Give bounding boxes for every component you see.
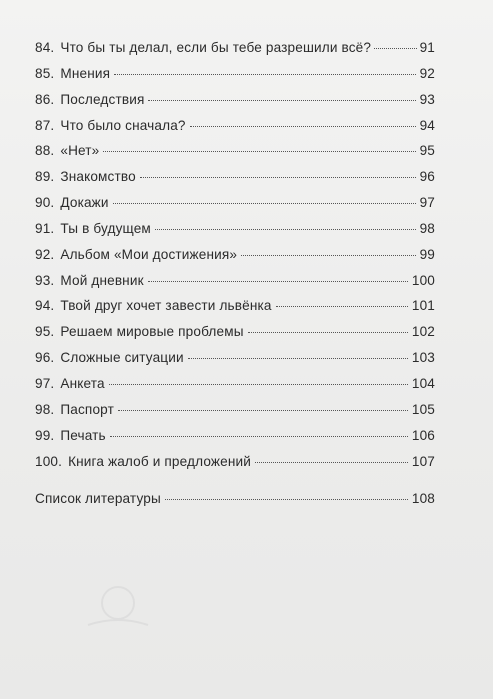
toc-entry-page: 103 <box>411 350 435 366</box>
toc-entry-page: 100 <box>411 272 435 288</box>
toc-entry[interactable] <box>35 350 435 376</box>
toc-entry-page: 99 <box>419 246 435 262</box>
toc-dot-leader <box>140 177 416 178</box>
toc-entry-title: Что было сначала? <box>60 117 186 133</box>
toc-entry-number: 89. <box>35 169 55 185</box>
toc-entry-page: 106 <box>411 427 435 443</box>
toc-entry[interactable] <box>35 298 435 324</box>
toc-entry-number: 90. <box>35 195 55 211</box>
toc-entry-number: 96. <box>35 350 55 366</box>
toc-entry-page: 96 <box>419 169 435 185</box>
toc-entry-title: Твой друг хочет завести львёнка <box>60 298 272 314</box>
toc-entry[interactable] <box>35 66 435 92</box>
toc-entry-page: 98 <box>419 220 435 236</box>
toc-dot-leader <box>241 255 415 256</box>
toc-entry-title: Сложные ситуации <box>60 350 184 366</box>
toc-entry[interactable] <box>35 454 435 480</box>
toc-entry-page: 107 <box>411 453 435 469</box>
toc-entry-page: 105 <box>411 401 435 417</box>
toc-dot-leader <box>113 203 416 204</box>
toc-dot-leader <box>103 151 415 152</box>
toc-entry-title: Докажи <box>60 195 109 211</box>
toc-entry[interactable] <box>35 324 435 350</box>
toc-entry-number: 84. <box>35 40 55 55</box>
toc-dot-leader <box>188 358 408 359</box>
toc-entry-title: Мой дневник <box>60 272 144 288</box>
toc-entry-number: 88. <box>35 143 55 159</box>
toc-entry[interactable] <box>35 195 435 221</box>
toc-dot-leader <box>114 74 415 75</box>
toc-entry-title: Паспорт <box>60 401 114 417</box>
toc-entry-title: Печать <box>60 427 106 443</box>
toc-entry[interactable] <box>35 169 435 195</box>
toc-entry-number: 95. <box>35 324 55 340</box>
toc-entry-page: 91 <box>419 40 435 55</box>
toc-entry-number: 94. <box>35 298 55 314</box>
toc-entry-title: Знакомство <box>60 169 136 185</box>
toc-entry-page: 93 <box>419 91 435 107</box>
toc-entry-number: 100. <box>35 453 63 469</box>
toc-entry-number: 98. <box>35 401 55 417</box>
toc-dot-leader <box>190 126 416 127</box>
table-of-contents <box>35 40 435 517</box>
toc-dot-leader <box>255 462 408 463</box>
toc-entry-number: 87. <box>35 117 55 133</box>
toc-entry-number: 93. <box>35 272 55 288</box>
toc-entry-page: 92 <box>419 65 435 81</box>
toc-entry-title: «Нет» <box>60 143 100 159</box>
toc-entry-number: 85. <box>35 65 55 81</box>
toc-entry-title: Решаем мировые проблемы <box>60 324 244 340</box>
toc-entry-title: Ты в будущем <box>60 220 151 236</box>
toc-entry[interactable] <box>35 376 435 402</box>
toc-entry-title: Книга жалоб и предложений <box>68 453 252 469</box>
toc-dot-leader <box>165 499 408 500</box>
toc-entry-number: 92. <box>35 246 55 262</box>
toc-entry-number: 97. <box>35 375 55 391</box>
faint-emblem-watermark <box>78 575 158 635</box>
toc-entry[interactable] <box>35 92 435 118</box>
toc-spacer <box>35 479 435 491</box>
toc-entry-title: Анкета <box>60 375 105 391</box>
toc-entry-page: 108 <box>411 491 435 507</box>
toc-entry[interactable] <box>35 40 435 66</box>
toc-entry-page: 97 <box>419 195 435 211</box>
toc-entry[interactable] <box>35 402 435 428</box>
toc-dot-leader <box>248 332 408 333</box>
toc-dot-leader <box>148 281 408 282</box>
toc-dot-leader <box>148 100 415 101</box>
toc-entry-page: 94 <box>419 117 435 133</box>
toc-dot-leader <box>110 436 408 437</box>
toc-entry-bibliography[interactable] <box>35 491 435 517</box>
toc-entry-title: Что бы ты делал, если бы тебе разрешили всё? <box>60 40 372 55</box>
toc-entry-title: Последствия <box>60 91 145 107</box>
toc-entry-page: 102 <box>411 324 435 340</box>
toc-dot-leader <box>374 48 416 49</box>
toc-entry[interactable] <box>35 143 435 169</box>
toc-dot-leader <box>118 410 408 411</box>
toc-entry-title: Мнения <box>60 65 111 81</box>
toc-entry-page: 95 <box>419 143 435 159</box>
toc-dot-leader <box>276 306 408 307</box>
toc-entry-page: 104 <box>411 375 435 391</box>
toc-entry-title: Список литературы <box>35 491 161 507</box>
toc-dot-leader <box>109 384 408 385</box>
toc-entry[interactable] <box>35 118 435 144</box>
toc-entry[interactable] <box>35 428 435 454</box>
toc-entry[interactable] <box>35 247 435 273</box>
toc-entry-title: Альбом «Мои достижения» <box>60 246 238 262</box>
toc-entry[interactable] <box>35 273 435 299</box>
toc-entry-number: 86. <box>35 91 55 107</box>
toc-entry-number: 91. <box>35 220 55 236</box>
toc-dot-leader <box>155 229 416 230</box>
toc-entry[interactable] <box>35 221 435 247</box>
toc-entry-number: 99. <box>35 427 55 443</box>
toc-list <box>35 40 435 479</box>
toc-entry-page: 101 <box>411 298 435 314</box>
